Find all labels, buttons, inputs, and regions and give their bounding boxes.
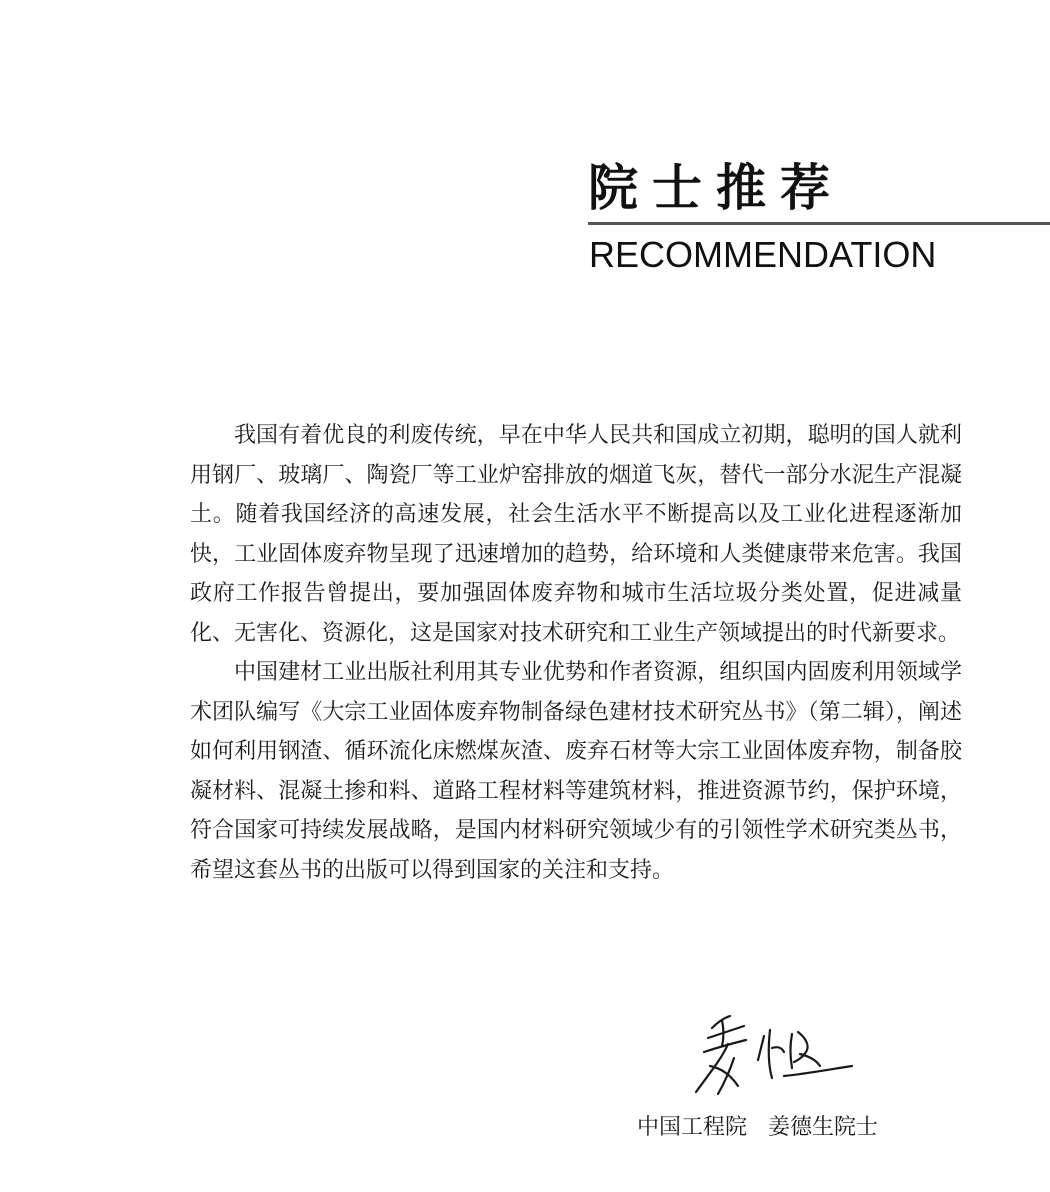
author-byline: [637, 1112, 878, 1144]
page-title: 院士推荐: [588, 159, 844, 217]
signature-icon: [688, 1008, 858, 1104]
title-divider: [588, 222, 1050, 225]
byline-institution: 中国工程院: [637, 1115, 748, 1140]
byline-person: 姜德生院士: [768, 1115, 879, 1140]
paragraph-1: 我国有着优良的利废传统，早在中华人民共和国成立初期，聪明的国人就利用钢厂、玻璃厂、陶瓷厂等工业炉窑排放的烟道飞灰，替代一部分水泥生产混凝土。随着我国经济的高速发展，社会生活水平不断提高以及工业化进程逐渐加快，工业固体废弃物呈现了迅速增加的趋势，给环境和人类健康带来危害。我国政府工作报告曾提出，要加强固体废弃物和城市生活垃圾分类处置，促进减量化、无害化、资源化，这是国家对技术研究和工业生产领域提出的时代新要求。: [190, 423, 962, 646]
recommendation-body: [190, 416, 962, 890]
paragraph-2: 中国建材工业出版社利用其专业优势和作者资源，组织国内固废利用领域学术团队编写《大宗工业固体废弃物制备绿色建材技术研究丛书》（第二辑），阐述如何利用钢渣、循环流化床燃煤灰渣、废弃石材等大宗工业固体废弃物，制备胶凝材料、混凝土掺和料、道路工程材料等建筑材料，推进资源节约，保护环境，符合国家可持续发展战略，是国内材料研究领域少有的引领性学术研究类丛书，希望这套丛书的出版可以得到国家的关注和支持。: [190, 660, 962, 883]
page-subtitle-english: RECOMMENDATION: [589, 234, 937, 275]
